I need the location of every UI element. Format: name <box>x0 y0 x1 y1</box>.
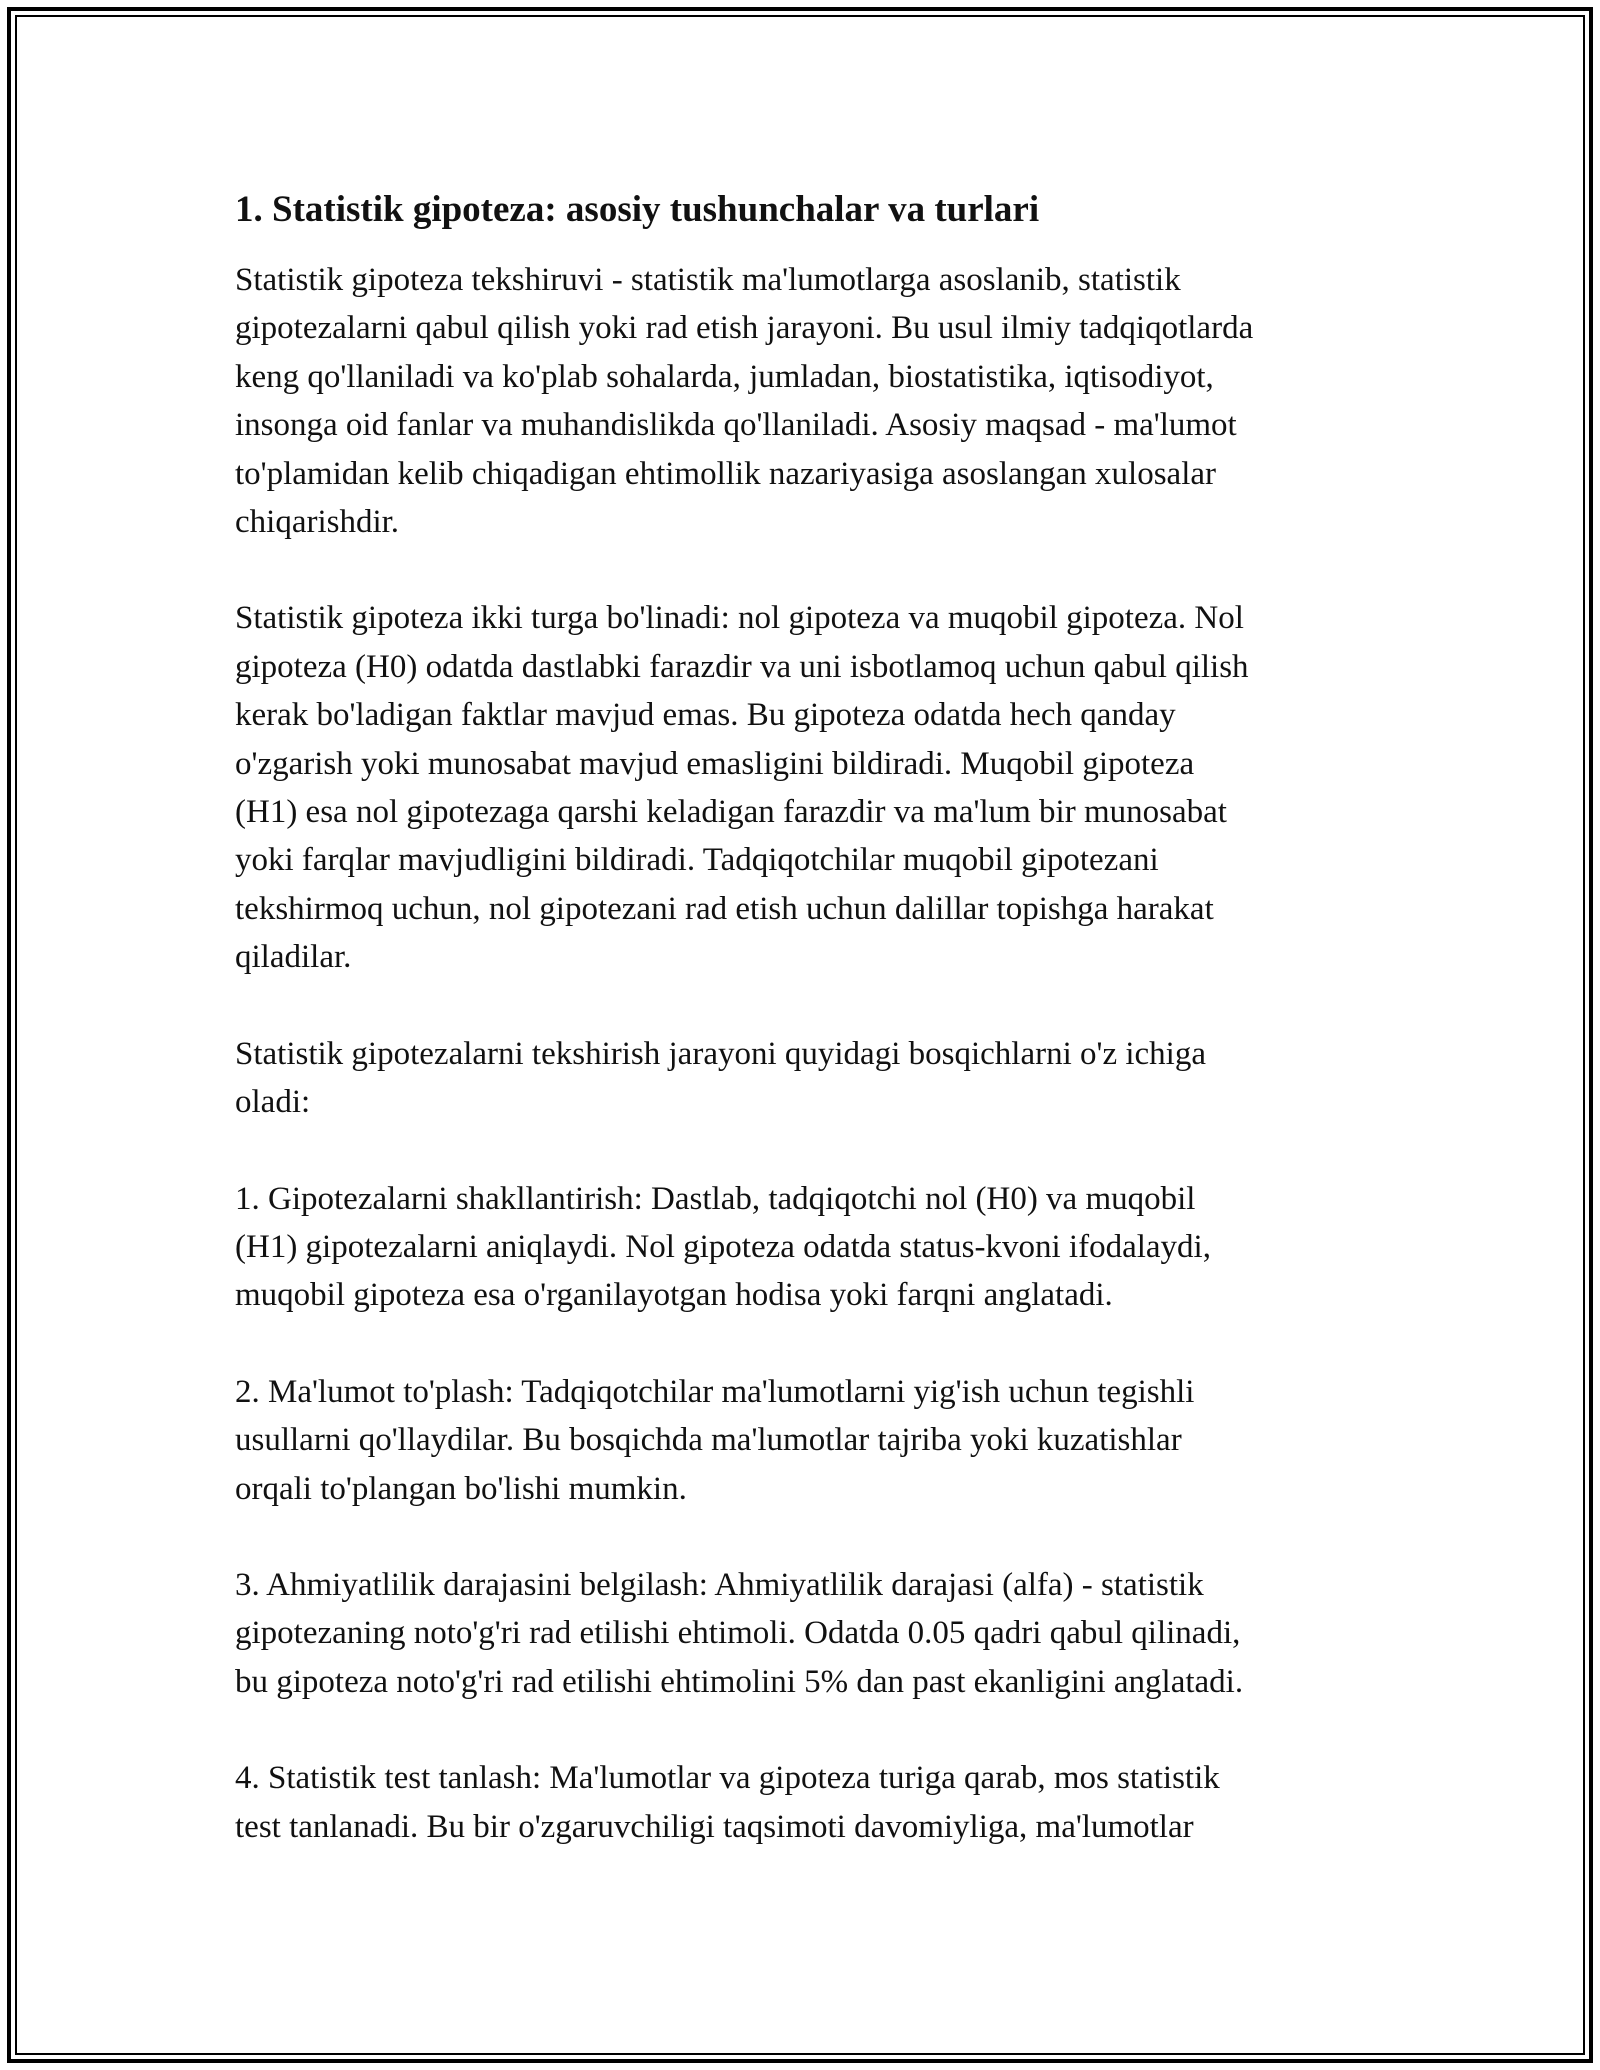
paragraph-process-intro: Statistik gipotezalarni tekshirish jarayoni quyidagi bosqichlarni o'z ichiga oladi: <box>235 1035 1206 1121</box>
list-item-step-3: 3. Ahmiyatlilik darajasini belgilash: Ahmiyatlilik darajasi (alfa) - statistik gipotezaning noto'g'ri rad etilishi ehtimoli. Odatda 0.05 qadri qabul qilinadi, bu gipoteza noto'g'ri rad etilishi ehtimolini 5% dan past ekanligini anglatadi. <box>235 1566 1244 1700</box>
paragraph-intro: Statistik gipoteza tekshiruvi - statistik ma'lumotlarga asoslanib, statistik gipotezalarni qabul qilish yoki rad etish jarayoni. Bu usul ilmiy tadqiqotlarda keng qo'llaniladi va ko'plab sohalarda, jumladan, biostatistika, iqtisodiyot, insonga oid fanlar va muhandislikda qo'llaniladi. Asosiy maqsad - ma'lumot to'plamidan kelib chiqadigan ehtimollik nazariyasiga asoslangan xulosalar chiqarishdir. <box>235 262 1254 541</box>
list-item-step-2: 2. Ma'lumot to'plash: Tadqiqotchilar ma'lumotlarni yig'ish uchun tegishli usullarni qo'llaydilar. Bu bosqichda ma'lumotlar tajriba yoki kuzatishlar orqali to'plangan bo'lishi mumkin. <box>235 1373 1195 1507</box>
document-body <box>235 186 1380 1851</box>
paragraph-hypothesis-types: Statistik gipoteza ikki turga bo'linadi: nol gipoteza va muqobil gipoteza. Nol gipoteza (H0) odatda dastlabki farazdir va uni isbotlamoq uchun qabul qilish kerak bo'ladigan faktlar mavjud emas. Bu gipoteza odatda hech qanday o'zgarish yoki munosabat mavjud emasligini bildiradi. Muqobil gipoteza (H1) esa nol gipotezaga qarshi keladigan farazdir va ma'lum bir munosabat yoki farqlar mavjudligini bildiradi. Tadqiqotchilar muqobil gipotezani tekshirmoq uchun, nol gipotezani rad etish uchun dalillar topishga harakat qiladilar. <box>235 600 1249 976</box>
list-item-step-1: 1. Gipotezalarni shakllantirish: Dastlab, tadqiqotchi nol (H0) va muqobil (H1) gipotezalarni aniqlaydi. Nol gipoteza odatda status-kvoni ifodalaydi, muqobil gipoteza esa o'rganilayotgan hodisa yoki farqni anglatadi. <box>235 1180 1211 1314</box>
document-title: 1. Statistik gipoteza: asosiy tushunchalar va turlari <box>235 189 1040 230</box>
list-item-step-4: 4. Statistik test tanlash: Ma'lumotlar va gipoteza turiga qarab, mos statistik test tanlanadi. Bu bir o'zgaruvchiligi taqsimoti davomiyliga, ma'lumotlar <box>235 1760 1220 1845</box>
